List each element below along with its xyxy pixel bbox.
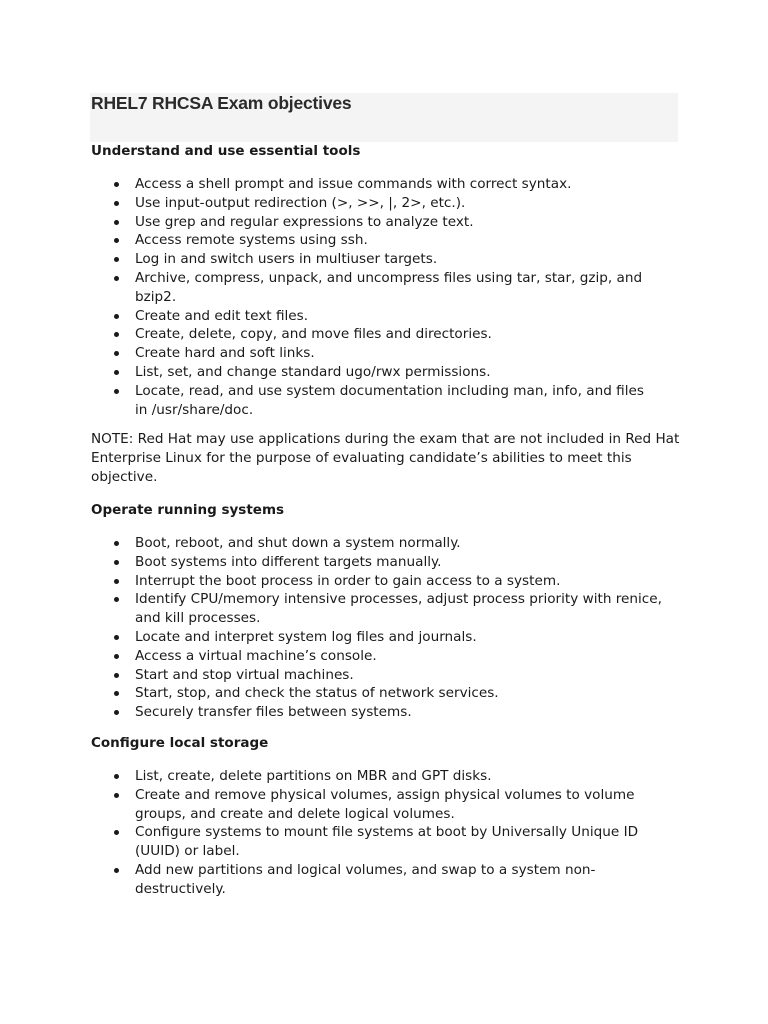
bullet-list-configure-local-storage (112, 767, 672, 899)
list-item: Archive, compress, unpack, and uncompress files using tar, star, gzip, and bzip2. (112, 269, 672, 307)
list-item: Locate, read, and use system documentation including man, info, and files in /usr/share/doc. (112, 382, 672, 420)
bullet-list-essential-tools (112, 175, 672, 419)
list-item: List, create, delete partitions on MBR and GPT disks. (112, 767, 672, 786)
list-item: Start and stop virtual machines. (112, 666, 672, 685)
list-item: Log in and switch users in multiuser targets. (112, 250, 672, 269)
list-item: Add new partitions and logical volumes, and swap to a system non-destructively. (112, 861, 672, 899)
list-item: Boot, reboot, and shut down a system normally. (112, 534, 672, 553)
list-item: Create and remove physical volumes, assign physical volumes to volume groups, and create and delete logical volumes. (112, 786, 672, 824)
list-item: Securely transfer files between systems. (112, 703, 672, 722)
list-item: Use grep and regular expressions to analyze text. (112, 213, 672, 232)
list-item: Start, stop, and check the status of network services. (112, 684, 672, 703)
bullet-list-operate-running-systems (112, 534, 672, 722)
list-item: Interrupt the boot process in order to gain access to a system. (112, 572, 672, 591)
section-heading-configure-local-storage: Configure local storage (91, 735, 269, 751)
list-item: Locate and interpret system log files and journals. (112, 628, 672, 647)
list-item: Access remote systems using ssh. (112, 231, 672, 250)
list-item: Identify CPU/memory intensive processes, adjust process priority with renice, and kill processes. (112, 590, 672, 628)
list-item: Configure systems to mount file systems at boot by Universally Unique ID (UUID) or label. (112, 823, 672, 861)
list-item: Create and edit text files. (112, 307, 672, 326)
list-item: List, set, and change standard ugo/rwx permissions. (112, 363, 672, 382)
list-item: Access a virtual machine’s console. (112, 647, 672, 666)
section-heading-operate-running-systems: Operate running systems (91, 502, 285, 518)
list-item: Create, delete, copy, and move files and directories. (112, 325, 672, 344)
note-paragraph: NOTE: Red Hat may use applications during the exam that are not included in Red Hat Enterprise Linux for the purpose of evaluating candidate’s abilities to meet this objective. (91, 431, 680, 485)
section-heading-essential-tools: Understand and use essential tools (91, 143, 361, 159)
page-title: RHEL7 RHCSA Exam objectives (91, 93, 352, 113)
list-item: Create hard and soft links. (112, 344, 672, 363)
list-item: Access a shell prompt and issue commands with correct syntax. (112, 175, 672, 194)
list-item: Boot systems into different targets manually. (112, 553, 672, 572)
list-item: Use input-output redirection (>, >>, |, 2>, etc.). (112, 194, 672, 213)
